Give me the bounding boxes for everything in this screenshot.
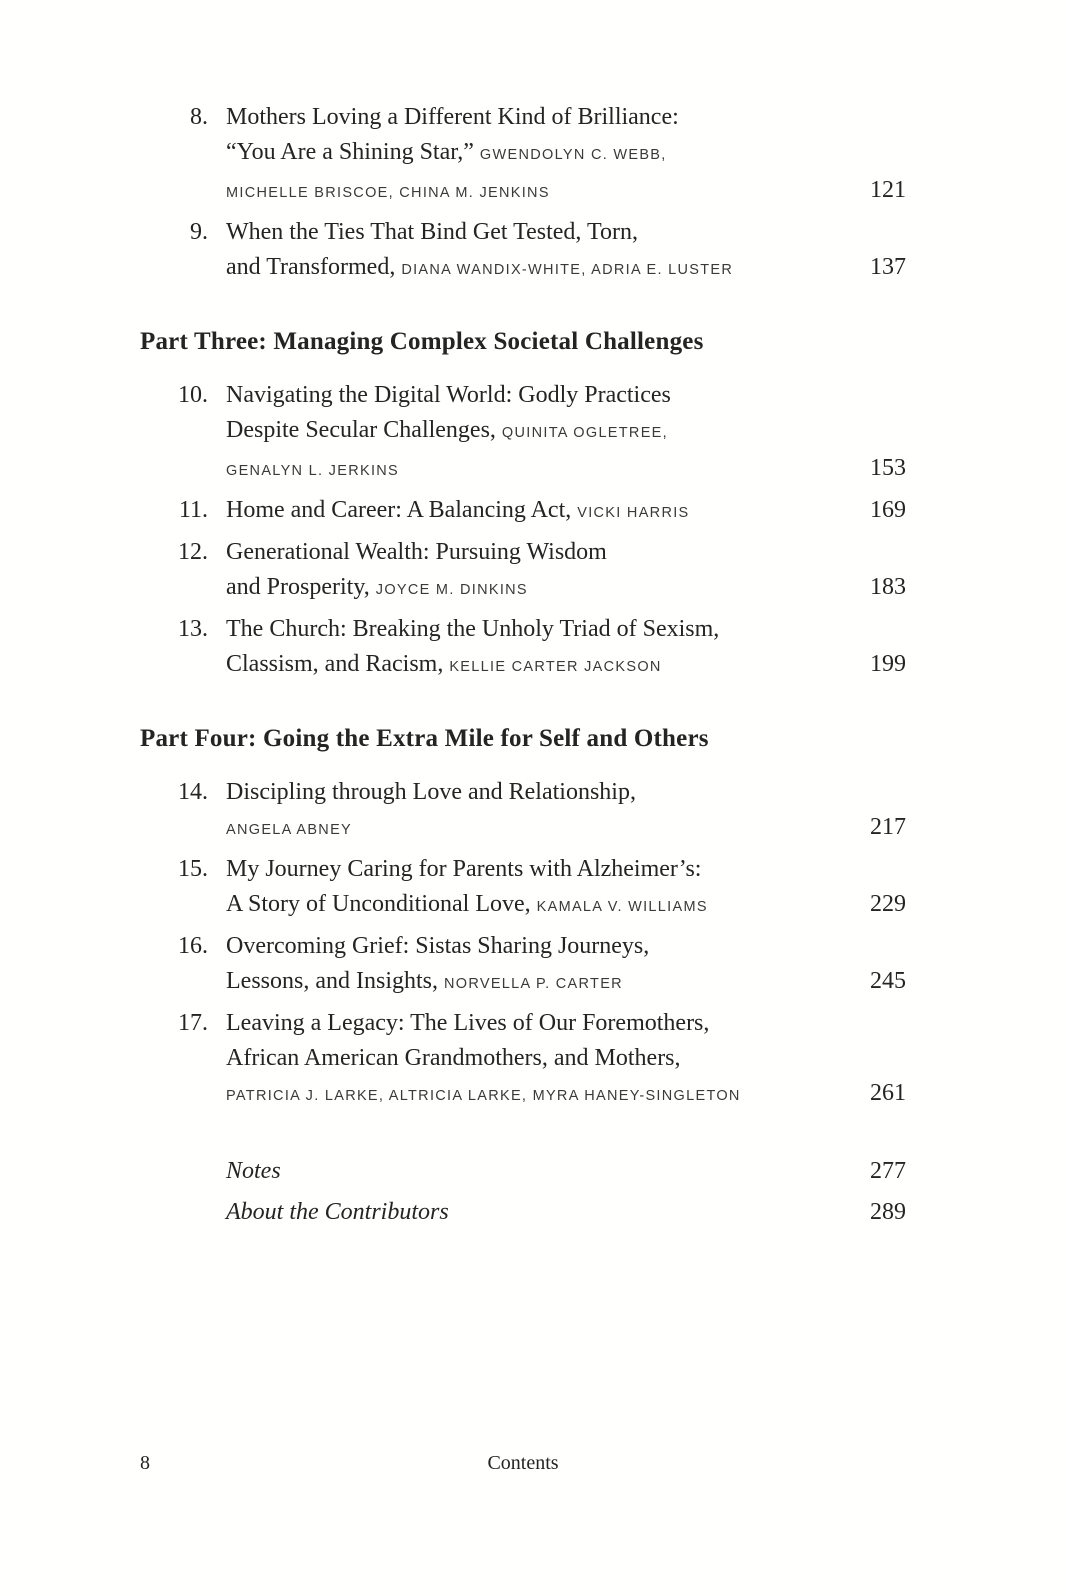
- entry-body: [226, 1006, 906, 1114]
- entry-author: KAMALA V. WILLIAMS: [536, 899, 708, 915]
- toc-sections: [140, 100, 906, 1114]
- entry-line: [226, 173, 906, 211]
- entry-line-text: [226, 1076, 741, 1114]
- entry-line: [226, 100, 906, 135]
- entry-line: [226, 451, 906, 489]
- footer-page-number: 8: [140, 1452, 150, 1474]
- entry-number: 11.: [178, 497, 208, 523]
- entry-line: [226, 215, 906, 250]
- toc-entry: [140, 378, 906, 489]
- entry-page-number: 137: [870, 254, 906, 280]
- entry-line: [226, 1076, 906, 1114]
- entry-line-text: [226, 451, 399, 489]
- entry-title: A Story of Unconditional Love,: [226, 891, 537, 917]
- entry-body: [226, 215, 906, 288]
- entry-page-number: 261: [870, 1080, 906, 1106]
- backmatter-item: [226, 1151, 906, 1192]
- toc-entry: [140, 612, 906, 685]
- entry-number: 16.: [178, 933, 208, 959]
- entry-line-text: [226, 929, 649, 964]
- backmatter-page-number: 289: [870, 1199, 906, 1225]
- entry-page-number: 199: [870, 651, 906, 677]
- entry-number: 8.: [190, 104, 208, 130]
- entry-author: JOYCE M. DINKINS: [375, 582, 528, 598]
- toc-entry: [140, 929, 906, 1002]
- entry-title: and Prosperity,: [226, 574, 376, 600]
- entry-line-text: [226, 135, 667, 173]
- entry-body: [226, 100, 906, 211]
- toc-entry: [140, 493, 906, 531]
- entry-title: Despite Secular Challenges,: [226, 417, 502, 443]
- entry-line: [226, 1006, 906, 1041]
- entry-title: Discipling through Love and Relationship,: [226, 779, 636, 805]
- entry-line: [226, 612, 906, 647]
- entry-page-number: 169: [870, 497, 906, 523]
- entry-line-text: [226, 964, 623, 1002]
- entry-title: The Church: Breaking the Unholy Triad of Sexism,: [226, 616, 720, 642]
- entry-body: [226, 852, 906, 925]
- entry-line-text: [226, 535, 607, 570]
- footer-running-title: Contents: [487, 1452, 559, 1474]
- toc-entry: [140, 852, 906, 925]
- page-footer: [140, 1450, 906, 1476]
- entry-line: [226, 810, 906, 848]
- entry-line: [226, 493, 906, 531]
- entry-line: [226, 1041, 906, 1076]
- entry-author: KELLIE CARTER JACKSON: [449, 659, 662, 675]
- entry-number: 12.: [178, 539, 208, 565]
- entry-author: NORVELLA P. CARTER: [444, 976, 623, 992]
- entry-line: [226, 135, 906, 173]
- entry-line: [226, 775, 906, 810]
- entry-number: 14.: [178, 779, 208, 805]
- entry-line: [226, 887, 906, 925]
- entry-body: [226, 775, 906, 848]
- entry-line-text: [226, 887, 708, 925]
- entry-line-text: [226, 647, 662, 685]
- entry-line-text: [226, 775, 636, 810]
- entry-title: Leaving a Legacy: The Lives of Our Foremothers,: [226, 1010, 710, 1036]
- entry-author: PATRICIA J. LARKE, ALTRICIA LARKE, MYRA HANEY-SINGLETON: [226, 1088, 741, 1104]
- entry-author: QUINITA OGLETREE,: [501, 425, 668, 441]
- entry-line-text: [226, 612, 719, 647]
- entry-page-number: 153: [870, 455, 906, 481]
- part-heading: Part Four: Going the Extra Mile for Self and Others: [140, 725, 709, 752]
- entry-number: 17.: [178, 1010, 208, 1036]
- entry-title: Mothers Loving a Different Kind of Brilliance:: [226, 104, 679, 130]
- entry-line: [226, 852, 906, 887]
- entry-title: African American Grandmothers, and Mothers,: [226, 1045, 681, 1071]
- toc-entry: [140, 1006, 906, 1114]
- entry-line-text: [226, 493, 690, 531]
- entry-page-number: 183: [870, 574, 906, 600]
- entry-title: “You Are a Shining Star,”: [226, 139, 480, 165]
- entry-author: ANGELA ABNEY: [226, 822, 353, 838]
- entry-page-number: 229: [870, 891, 906, 917]
- entry-line-text: [226, 570, 528, 608]
- entry-title: and Transformed,: [226, 254, 402, 280]
- entry-line: [226, 535, 906, 570]
- entry-line: [226, 250, 906, 288]
- entry-line: [226, 647, 906, 685]
- entry-line-text: [226, 378, 671, 413]
- part-heading: Part Three: Managing Complex Societal Challenges: [140, 328, 704, 355]
- toc-entry: [140, 100, 906, 211]
- entry-body: [226, 929, 906, 1002]
- entry-title: Classism, and Racism,: [226, 651, 450, 677]
- entry-line-text: [226, 173, 550, 211]
- entry-author: MICHELLE BRISCOE, CHINA M. JENKINS: [226, 185, 550, 201]
- entry-body: [226, 535, 906, 608]
- entry-title: Lessons, and Insights,: [226, 968, 444, 994]
- toc-entry: [140, 215, 906, 288]
- entry-number: 13.: [178, 616, 208, 642]
- backmatter-item: [226, 1192, 906, 1233]
- entry-author: VICKI HARRIS: [577, 505, 690, 521]
- backmatter-list: [140, 1151, 906, 1233]
- entry-number: 10.: [178, 382, 208, 408]
- entry-author: DIANA WANDIX-WHITE, ADRIA E. LUSTER: [401, 262, 734, 278]
- entry-line: [226, 378, 906, 413]
- entry-page-number: 217: [870, 814, 906, 840]
- entry-number: 9.: [190, 219, 208, 245]
- table-of-contents: [140, 100, 906, 1233]
- entry-title: My Journey Caring for Parents with Alzheimer’s:: [226, 856, 702, 882]
- entry-line: [226, 570, 906, 608]
- entry-body: [226, 612, 906, 685]
- entry-line: [226, 964, 906, 1002]
- entry-author: GENALYN L. JERKINS: [226, 463, 400, 479]
- backmatter-label: About the Contributors: [226, 1199, 449, 1225]
- entry-title: Home and Career: A Balancing Act,: [226, 497, 578, 523]
- entry-line-text: [226, 1006, 709, 1041]
- entry-title: Overcoming Grief: Sistas Sharing Journeys,: [226, 933, 650, 959]
- entry-page-number: 245: [870, 968, 906, 994]
- entry-line-text: [226, 810, 352, 848]
- entry-title: When the Ties That Bind Get Tested, Torn,: [226, 219, 638, 245]
- entry-line-text: [226, 250, 733, 288]
- entry-page-number: 121: [870, 177, 906, 203]
- entry-line-text: [226, 1041, 681, 1076]
- backmatter-page-number: 277: [870, 1158, 906, 1184]
- entry-line-text: [226, 852, 701, 887]
- entry-line-text: [226, 413, 668, 451]
- entry-line-text: [226, 215, 638, 250]
- entry-line-text: [226, 100, 679, 135]
- entry-title: Generational Wealth: Pursuing Wisdom: [226, 539, 607, 565]
- entry-line: [226, 413, 906, 451]
- entry-number: 15.: [178, 856, 208, 882]
- entry-title: Navigating the Digital World: Godly Practices: [226, 382, 671, 408]
- backmatter-label: Notes: [226, 1158, 281, 1184]
- entry-body: [226, 378, 906, 489]
- toc-entry: [140, 535, 906, 608]
- entry-line: [226, 929, 906, 964]
- entry-body: [226, 493, 906, 531]
- entry-author: GWENDOLYN C. WEBB,: [479, 147, 667, 163]
- toc-entry: [140, 775, 906, 848]
